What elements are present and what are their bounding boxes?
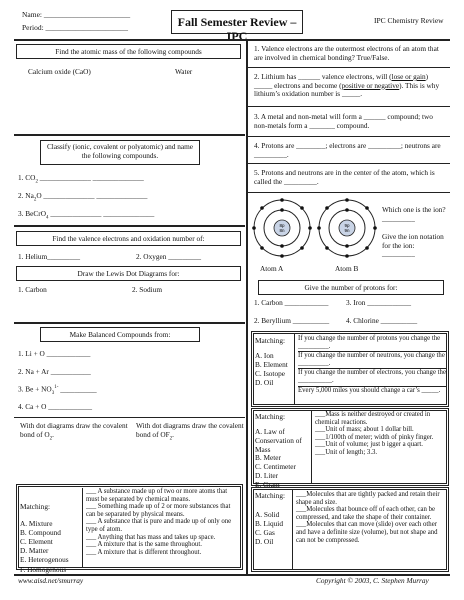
match-1-q1[interactable]: ___ A substance made up of two or more atoms that must be separated by chemical means. [86,488,228,503]
match-2-q2[interactable]: If you change the number of neutrons, you change the _________. [298,352,446,369]
section-rule [14,134,245,136]
match-2-q3[interactable]: If you change the number of electrons, you change the __________. [298,369,446,386]
matching-2-options [255,351,288,387]
match-3-q5[interactable]: ___Unit of length; 3.3. [315,449,378,457]
option-element: B. Element [255,360,288,370]
option-element: C. Element [20,537,53,547]
valence-heading: Find the valence electrons and oxidation number of: [16,231,241,246]
option-centimeter: C. Centimeter [255,462,296,471]
section-rule [14,322,245,324]
matching-4-label: Matching: [255,491,285,500]
balanced-item-3: 3. $Be + NO_3^{1-}$ __________ [18,384,97,396]
match-4-q1[interactable]: ___Molecules that are tightly packed and retain their shape and size. [296,491,440,506]
classify-item-1: 1. $CO_2$ ______________ ______________ [18,173,144,185]
matching-3-divider [311,411,313,483]
match-3-q4[interactable]: ___Unit of volume; just b igger a quart. [315,441,423,449]
protons-item-1: 1. Carbon ____________ [254,298,329,307]
period-label: Period: ______________________ [22,23,129,32]
section-rule [248,163,450,164]
name-blank[interactable]: _______________________ [43,10,131,19]
page-title: Fall Semester Review – IPC [171,10,303,34]
matching-3-options [255,428,311,489]
name-label: Name: _______________________ [22,10,131,19]
protons-item-4: 4. Chlorine __________ [346,316,418,325]
option-ion: A. Ion [255,351,274,360]
period-blank[interactable]: ______________________ [45,23,129,32]
option-isotope: C. Isotope [255,369,285,379]
top-rule [14,39,450,41]
section-rule [248,67,450,68]
ion-notation-question: Give the ion notation for the ion: _________ [382,232,444,259]
matching-1-questions [86,488,240,556]
dot-bond-left: With dot diagrams draw the covalent bond of $O_2$. [20,421,128,442]
option-heterogenous: E. Heterogenous [20,555,69,565]
protons-item-3: 3. Iron ____________ [346,298,412,307]
atomic-mass-heading: Find the atomic mass of the following compounds [16,44,241,59]
match-2-q4[interactable]: Every 5,000 miles you should change a car’s _____. [298,386,441,394]
option-meter: B. Meter [255,453,281,463]
atomic-mass-item-2: Water [175,67,193,76]
nucleus-b-protons: 9p [344,223,350,228]
nucleus-b-neutrons: 9n [344,228,350,233]
question-5: 5. Protons and neutrons are in the center of the atom, which is called the _________. [254,168,435,186]
section-rule [248,106,450,107]
ion-answer-blank[interactable]: _________ [382,213,415,223]
dot-bond-right: With dot diagrams draw the covalent bond of $OF_2$. [136,421,244,442]
matching-1-divider [82,488,84,567]
option-solid: A. Solid [255,510,280,519]
balanced-heading: Make Balanced Compounds from: [40,327,200,342]
balanced-item-2: 2. Na + Ar ___________ [18,367,91,376]
lewis-item-1: 1. Carbon [18,285,47,294]
classify-heading: Classify (ionic, covalent or polyatomic) and name the following compounds. [40,140,200,165]
matching-2-divider [294,334,296,404]
valence-item-1: 1. Helium_________ [18,252,81,261]
match-3-q3[interactable]: ___1/100th of meter; width of pinky finger. [315,433,434,441]
option-oil: D. Oil [255,378,274,388]
match-3-q1[interactable]: ___Mass is neither destroyed or created in chemical reactions. [315,411,431,426]
atomic-mass-item-1: Calcium oxide (CaO) [28,67,91,76]
option-liquid: B. Liquid [255,519,283,529]
subject-label: IPC Chemistry Review [374,16,444,25]
classify-item-3: 3. BeCrO$_4$ ______________ ______________ [18,209,155,221]
option-oil: D. Oil [255,537,274,547]
match-1-q3[interactable]: ___ A substance that is pure and made up of only one type of atom. [86,518,232,534]
matching-4-divider [292,490,294,569]
match-4-q3[interactable]: ___Molecules that can move (slide) over each other and have a definite size (volume), but not shape and can not be compressed. [296,521,438,544]
footer-url[interactable]: www.aisd.net/smurray [18,576,84,585]
valence-item-2: 2. Oxygen _________ [136,252,202,261]
atom-a [252,198,312,258]
match-4-q2[interactable]: ___Molecules that bounce off of each other, can be compressed, and take the shape of their container. [296,506,436,521]
option-matter: D. Matter [20,546,49,556]
classify-item-2: 2. $Na_2O$ ______________ ______________ [18,191,148,203]
question-2: 2. Lithium has ______ valence electrons, will (lose or gain) _____ electrons and become (positive or negative). This is why lithium’s oxidation number is _____. [254,72,440,99]
match-1-q2[interactable]: ___ Something made up of 2 or more substances that can be separated by physical means. [86,503,231,518]
section-rule [14,417,245,418]
option-homogenous: F. Homogenous [20,564,67,574]
question-3: 3. A metal and non-metal will form a ______ compound; two non-metals form a _______ compound. [254,112,433,130]
matching-1-options [20,519,69,574]
match-1-q6[interactable]: ___ A mixture that is different throughout. [86,548,202,556]
match-2-q1[interactable]: If you change the number of protons you change the _________. [298,335,446,352]
matching-4-options [255,510,283,546]
question-1: 1. Valence electrons are the outermost electrons of an atom that are involved in chemical bonding? True/False. [254,44,439,62]
matching-4-questions [296,491,446,544]
option-liter: D. Liter [255,470,279,480]
protons-heading: Give the number of protons for: [258,280,444,295]
option-gram: E. Gram [255,479,280,489]
ion-question: Which one is the ion? _________ [382,205,446,223]
footer-copyright: Copyright © 2003, C. Stephen Murray [316,576,429,585]
match-1-q4[interactable]: ___ Anything that has mass and takes up space. [86,533,216,541]
option-law-conservation-mass: A. Law of Conservation of Mass [255,427,302,454]
option-gas: C. Gas [255,528,275,538]
center-divider [246,39,248,574]
protons-item-2: 2. Beryllium __________ [254,316,330,325]
option-mixture: A. Mixture [20,519,53,528]
question-4: 4. Protons are ________; electrons are _________; neutrons are _________. [254,141,441,159]
matching-3-questions [315,411,445,457]
atom-a-label: Atom A [260,264,284,273]
match-1-q5[interactable]: ___ A mixture that is the same throughout. [86,541,202,549]
matching-2-questions [298,335,446,394]
section-rule [14,225,245,227]
option-compound: B. Compound [20,528,61,538]
ion-notation-blank[interactable]: _________ [382,249,415,259]
section-rule [248,136,450,137]
balanced-item-4: 4. Ca + O ____________ [18,402,93,411]
lewis-item-2: 2. Sodium [132,285,163,294]
nucleus-a-neutrons: 8n [279,228,285,233]
match-3-q2[interactable]: ___Unit of mass; about 1 dollar bill. [315,426,414,434]
matching-3-label: Matching: [255,412,285,421]
balanced-item-1: 1. Li + O ____________ [18,349,91,358]
matching-1-label: Matching: [20,502,50,511]
atom-b-label: Atom B [335,264,359,273]
lewis-heading: Draw the Lewis Dot Diagrams for: [16,266,241,281]
atom-b [317,198,377,258]
matching-2-label: Matching: [255,336,285,345]
nucleus-a-protons: 8p [279,223,285,228]
